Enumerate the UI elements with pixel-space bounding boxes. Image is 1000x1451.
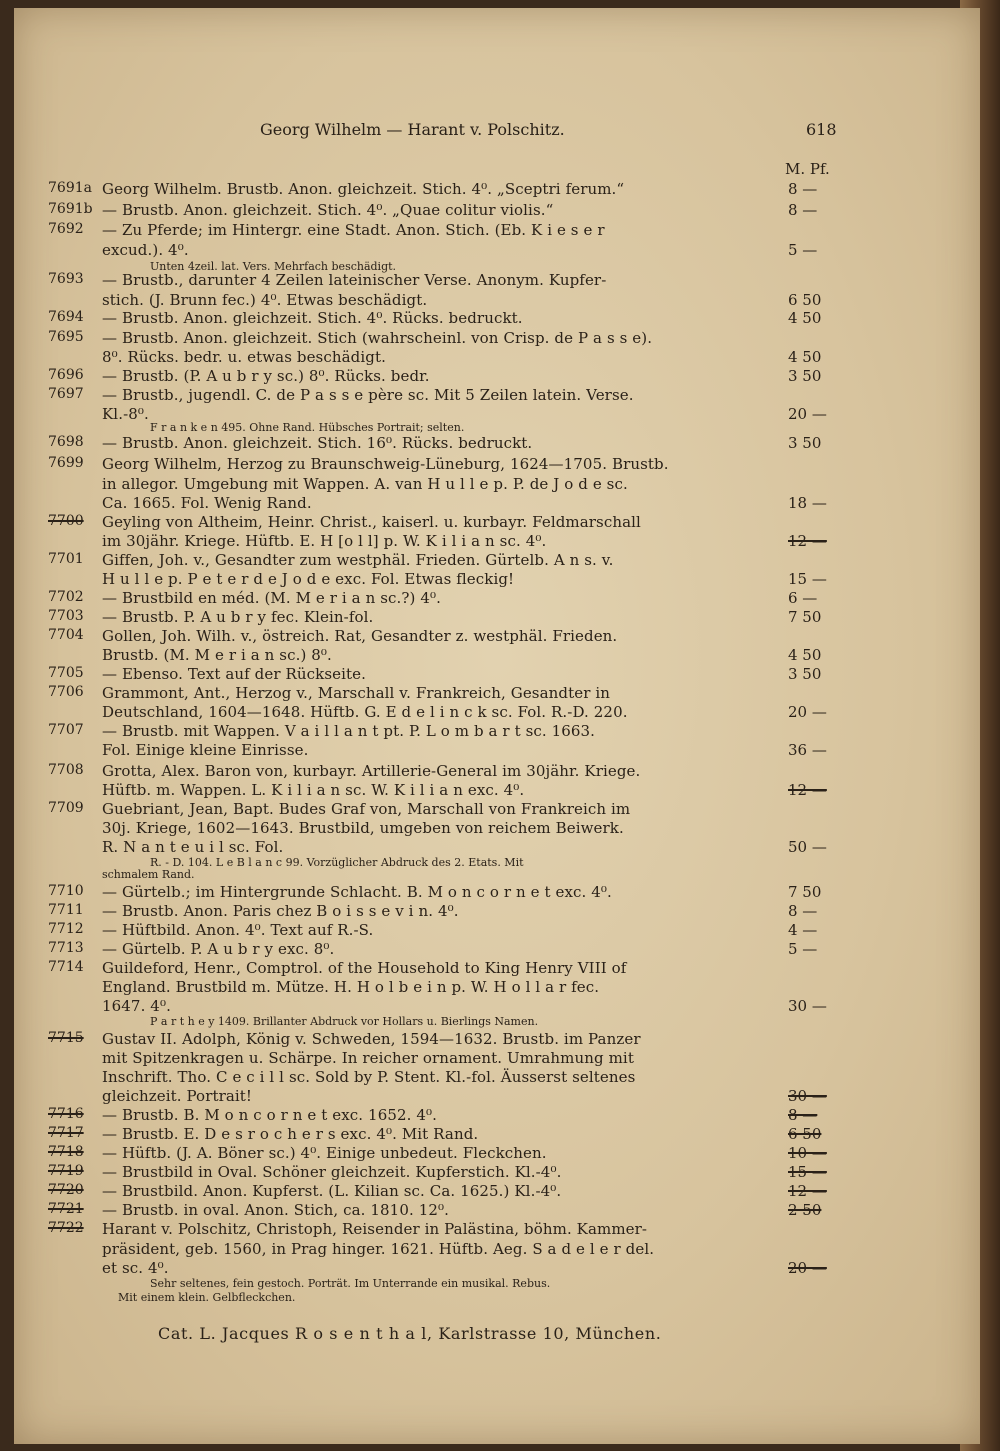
lot-description: stich. (J. Brunn fec.) 4⁰. Etwas beschädigt. [102, 291, 428, 309]
lot-number: 7719 [48, 1163, 84, 1179]
catalog-line [0, 221, 1000, 241]
lot-description: — Hüftbild. Anon. 4⁰. Text auf R.-S. [102, 921, 374, 939]
catalog-line [0, 241, 1000, 261]
lot-number: 7705 [48, 665, 84, 681]
lot-number: 7694 [48, 309, 84, 325]
lot-price: 20 — [788, 405, 827, 423]
lot-description: — Brustb. Anon. gleichzeit. Stich. 4⁰. „Quae colitur violis.“ [102, 201, 554, 219]
lot-number: 7692 [48, 221, 84, 237]
lot-description: 8⁰. Rücks. bedr. u. etwas beschädigt. [102, 348, 386, 366]
catalog-line [0, 386, 1000, 406]
lot-price: 50 — [788, 838, 827, 856]
catalog-line [0, 800, 1000, 820]
lot-description: — Gürtelb.; im Hintergrunde Schlacht. B. M o n c o r n e t exc. 4⁰. [102, 883, 612, 901]
catalog-line [0, 1240, 1000, 1260]
catalog-line [0, 741, 1000, 761]
lot-description: 30j. Kriege, 1602—1643. Brustbild, umgeben von reichem Beiwerk. [102, 819, 624, 837]
lot-price: 30 — [788, 1087, 827, 1105]
catalog-line [0, 513, 1000, 533]
price-column-header: M. Pf. [785, 160, 830, 178]
catalog-line [0, 1220, 1000, 1240]
lot-description: Harant v. Polschitz, Christoph, Reisender in Palästina, böhm. Kammer- [102, 1220, 648, 1238]
catalog-line [0, 434, 1000, 454]
lot-description: — Zu Pferde; im Hintergr. eine Stadt. Anon. Stich. (Eb. K i e s e r [102, 221, 605, 239]
lot-number: 7709 [48, 800, 84, 816]
catalog-line [0, 838, 1000, 858]
catalog-line [0, 703, 1000, 723]
lot-price: 4 50 [788, 309, 822, 327]
lot-price: 20 — [788, 703, 827, 721]
catalog-line [0, 1106, 1000, 1126]
lot-price: 12 — [788, 1182, 827, 1200]
lot-number: 7706 [48, 684, 84, 700]
catalog-line [0, 1144, 1000, 1164]
catalog-line [0, 1259, 1000, 1279]
catalog-line [0, 997, 1000, 1017]
lot-description: — Brustbild en méd. (M. M e r i a n sc.?) 4⁰. [102, 589, 441, 607]
lot-price: 12 — [788, 532, 827, 550]
catalog-line [0, 781, 1000, 801]
running-header: Georg Wilhelm — Harant v. Polschitz. [260, 120, 565, 139]
lot-note: R. - D. 104. L e B l a n c 99. Vorzüglicher Abdruck des 2. Etats. Mit [150, 856, 524, 869]
lot-price: 30 — [788, 997, 827, 1015]
catalog-line [0, 1030, 1000, 1050]
catalog-line [0, 329, 1000, 349]
lot-price: 4 50 [788, 646, 822, 664]
lot-description: — Ebenso. Text auf der Rückseite. [102, 665, 366, 683]
lot-number: 7696 [48, 367, 84, 383]
lot-description: — Brustbild. Anon. Kupferst. (L. Kilian sc. Ca. 1625.) Kl.-4⁰. [102, 1182, 562, 1200]
lot-number: 7699 [48, 455, 84, 471]
lot-description: Gollen, Joh. Wilh. v., östreich. Rat, Gesandter z. westphäl. Frieden. [102, 627, 618, 645]
catalog-line [0, 1291, 1000, 1311]
catalog-line [0, 494, 1000, 514]
page-number: 618 [806, 120, 837, 139]
lot-description: Grammont, Ant., Herzog v., Marschall v. Frankreich, Gesandter in [102, 684, 610, 702]
lot-price: 6 50 [788, 1125, 822, 1143]
lot-number: 7701 [48, 551, 84, 567]
catalog-line [0, 940, 1000, 960]
lot-number: 7712 [48, 921, 84, 937]
lot-description: — Brustb. B. M o n c o r n e t exc. 1652. 4⁰. [102, 1106, 437, 1124]
lot-number: 7722 [48, 1220, 84, 1236]
catalog-line [0, 646, 1000, 666]
lot-description: Inschrift. Tho. C e c i l l sc. Sold by P. Stent. Kl.-fol. Äusserst seltenes [102, 1068, 636, 1086]
lot-number: 7714 [48, 959, 84, 975]
lot-note: Mit einem klein. Gelbfleckchen. [118, 1291, 296, 1304]
lot-description: gleichzeit. Portrait! [102, 1087, 253, 1105]
lot-description: Guildeford, Henr., Comptrol. of the Household to King Henry VIII of [102, 959, 627, 977]
lot-description: Giffen, Joh. v., Gesandter zum westphäl. Frieden. Gürtelb. A n s. v. [102, 551, 614, 569]
lot-note: Unten 4zeil. lat. Vers. Mehrfach beschädigt. [150, 260, 397, 273]
catalog-line [0, 921, 1000, 941]
lot-number: 7716 [48, 1106, 84, 1122]
lot-number: 7710 [48, 883, 84, 899]
lot-number: 7697 [48, 386, 84, 402]
catalog-line [0, 348, 1000, 368]
lot-description: Hüftb. m. Wappen. L. K i l i a n sc. W. K i l i a n exc. 4⁰. [102, 781, 525, 799]
lot-description: Kl.-8⁰. [102, 405, 149, 423]
lot-description: — Brustb. P. A u b r y fec. Klein-fol. [102, 608, 374, 626]
catalog-line [0, 551, 1000, 571]
lot-number: 7693 [48, 271, 84, 287]
lot-note: Sehr seltenes, fein gestoch. Porträt. Im Unterrande ein musikal. Rebus. [150, 1277, 551, 1290]
lot-description: Deutschland, 1604—1648. Hüftb. G. E d e l i n c k sc. Fol. R.-D. 220. [102, 703, 628, 721]
lot-description: 1647. 4⁰. [102, 997, 171, 1015]
lot-price: 3 50 [788, 665, 822, 683]
catalog-line [0, 1087, 1000, 1107]
lot-description: H u l l e p. P e t e r d e J o d e exc. Fol. Etwas fleckig! [102, 570, 515, 588]
lot-price: 15 — [788, 570, 827, 588]
lot-description: excud.). 4⁰. [102, 241, 189, 259]
catalog-line [0, 1125, 1000, 1145]
lot-price: 3 50 [788, 367, 822, 385]
lot-number: 7703 [48, 608, 84, 624]
lot-number: 7721 [48, 1201, 84, 1217]
lot-price: 10 — [788, 1144, 827, 1162]
lot-description: R. N a n t e u i l sc. Fol. [102, 838, 284, 856]
lot-number: 7715 [48, 1030, 84, 1046]
lot-number: 7718 [48, 1144, 84, 1160]
lot-description: Brustb. (M. M e r i a n sc.) 8⁰. [102, 646, 332, 664]
lot-description: — Brustb., darunter 4 Zeilen lateinischer Verse. Anonym. Kupfer- [102, 271, 607, 289]
catalog-line [0, 367, 1000, 387]
catalog-line [0, 627, 1000, 647]
lot-description: Fol. Einige kleine Einrisse. [102, 741, 309, 759]
lot-description: Georg Wilhelm. Brustb. Anon. gleichzeit. Stich. 4⁰. „Sceptri ferum.“ [102, 180, 625, 198]
lot-number: 7711 [48, 902, 84, 918]
lot-price: 15 — [788, 1163, 827, 1181]
lot-number: 7695 [48, 329, 84, 345]
lot-description: mit Spitzenkragen u. Schärpe. In reicher ornament. Umrahmung mit [102, 1049, 634, 1067]
lot-note: schmalem Rand. [102, 868, 195, 881]
lot-number: 7702 [48, 589, 84, 605]
lot-description: Georg Wilhelm, Herzog zu Braunschweig-Lüneburg, 1624—1705. Brustb. [102, 455, 669, 473]
catalog-line [0, 1201, 1000, 1221]
lot-description: — Brustb. (P. A u b r y sc.) 8⁰. Rücks. bedr. [102, 367, 430, 385]
lot-number: 7691b [48, 201, 93, 217]
catalog-line [0, 455, 1000, 475]
lot-number: 7691a [48, 180, 92, 196]
lot-note: P a r t h e y 1409. Brillanter Abdruck vor Hollars u. Bierlings Namen. [150, 1015, 539, 1028]
catalog-footer: Cat. L. Jacques R o s e n t h a l, Karlstrasse 10, München. [158, 1324, 662, 1343]
lot-description: — Brustb. mit Wappen. V a i l l a n t pt. P. L o m b a r t sc. 1663. [102, 722, 596, 740]
catalog-line [0, 684, 1000, 704]
lot-number: 7700 [48, 513, 84, 529]
catalog-line [0, 819, 1000, 839]
lot-description: in allegor. Umgebung mit Wappen. A. van H u l l e p. P. de J o d e sc. [102, 475, 628, 493]
lot-price: 4 — [788, 921, 818, 939]
lot-price: 8 — [788, 902, 818, 920]
catalog-line [0, 1049, 1000, 1069]
lot-description: Geyling von Altheim, Heinr. Christ., kaiserl. u. kurbayr. Feldmarschall [102, 513, 641, 531]
catalog-line [0, 271, 1000, 291]
lot-price: 7 50 [788, 608, 822, 626]
lot-description: et sc. 4⁰. [102, 1259, 169, 1277]
lot-note: F r a n k e n 495. Ohne Rand. Hübsches Portrait; selten. [150, 421, 465, 434]
catalog-line [0, 309, 1000, 329]
lot-price: 5 — [788, 241, 818, 259]
catalog-line [0, 902, 1000, 922]
catalog-line [0, 608, 1000, 628]
lot-description: Guebriant, Jean, Bapt. Budes Graf von, Marschall von Frankreich im [102, 800, 631, 818]
lot-description: Ca. 1665. Fol. Wenig Rand. [102, 494, 312, 512]
lot-number: 7713 [48, 940, 84, 956]
catalog-line [0, 589, 1000, 609]
catalog-line [0, 978, 1000, 998]
lot-number: 7704 [48, 627, 84, 643]
lot-number: 7717 [48, 1125, 84, 1141]
lot-description: — Gürtelb. P. A u b r y exc. 8⁰. [102, 940, 335, 958]
lot-price: 5 — [788, 940, 818, 958]
catalog-line [0, 1068, 1000, 1088]
lot-description: England. Brustbild m. Mütze. H. H o l b e i n p. W. H o l l a r fec. [102, 978, 600, 996]
lot-price: 2 50 [788, 1201, 822, 1219]
lot-price: 7 50 [788, 883, 822, 901]
lot-price: 12 — [788, 781, 827, 799]
lot-price: 36 — [788, 741, 827, 759]
catalog-line [0, 291, 1000, 311]
lot-description: — Brustb., jugendl. C. de P a s s e père sc. Mit 5 Zeilen latein. Verse. [102, 386, 634, 404]
lot-description: — Brustb. in oval. Anon. Stich, ca. 1810. 12⁰. [102, 1201, 449, 1219]
catalog-line [0, 532, 1000, 552]
catalog-line [0, 1163, 1000, 1183]
lot-description: — Brustb. Anon. gleichzeit. Stich (wahrscheinl. von Crisp. de P a s s e). [102, 329, 653, 347]
lot-number: 7707 [48, 722, 84, 738]
catalog-line [0, 201, 1000, 221]
lot-price: 20 — [788, 1259, 827, 1277]
catalog-line [0, 883, 1000, 903]
catalog-line [0, 722, 1000, 742]
lot-description: — Brustb. Anon. gleichzeit. Stich. 16⁰. Rücks. bedruckt. [102, 434, 533, 452]
catalog-line [0, 762, 1000, 782]
catalog-line [0, 180, 1000, 200]
lot-description: Gustav II. Adolph, König v. Schweden, 1594—1632. Brustb. im Panzer [102, 1030, 641, 1048]
lot-description: — Brustb. Anon. Paris chez B o i s s e v i n. 4⁰. [102, 902, 459, 920]
lot-price: 8 — [788, 201, 818, 219]
catalog-line [0, 1182, 1000, 1202]
lot-number: 7698 [48, 434, 84, 450]
lot-number: 7720 [48, 1182, 84, 1198]
catalog-line [0, 475, 1000, 495]
lot-description: — Brustb. Anon. gleichzeit. Stich. 4⁰. Rücks. bedruckt. [102, 309, 523, 327]
lot-description: präsident, geb. 1560, in Prag hinger. 1621. Hüftb. Aeg. S a d e l e r del. [102, 1240, 655, 1258]
lot-description: — Brustbild in Oval. Schöner gleichzeit. Kupferstich. Kl.-4⁰. [102, 1163, 562, 1181]
lot-price: 4 50 [788, 348, 822, 366]
lot-price: 6 — [788, 589, 818, 607]
catalog-line [0, 959, 1000, 979]
lot-description: — Brustb. E. D e s r o c h e r s exc. 4⁰. Mit Rand. [102, 1125, 479, 1143]
catalog-line [0, 570, 1000, 590]
catalog-line [0, 665, 1000, 685]
lot-description: im 30jähr. Kriege. Hüftb. E. H [o l l] p. W. K i l i a n sc. 4⁰. [102, 532, 547, 550]
lot-price: 3 50 [788, 434, 822, 452]
lot-price: 8 — [788, 180, 818, 198]
lot-number: 7708 [48, 762, 84, 778]
lot-price: 18 — [788, 494, 827, 512]
lot-price: 6 50 [788, 291, 822, 309]
lot-description: Grotta, Alex. Baron von, kurbayr. Artillerie-General im 30jähr. Kriege. [102, 762, 641, 780]
lot-price: 8 — [788, 1106, 818, 1124]
lot-description: — Hüftb. (J. A. Böner sc.) 4⁰. Einige unbedeut. Fleckchen. [102, 1144, 547, 1162]
